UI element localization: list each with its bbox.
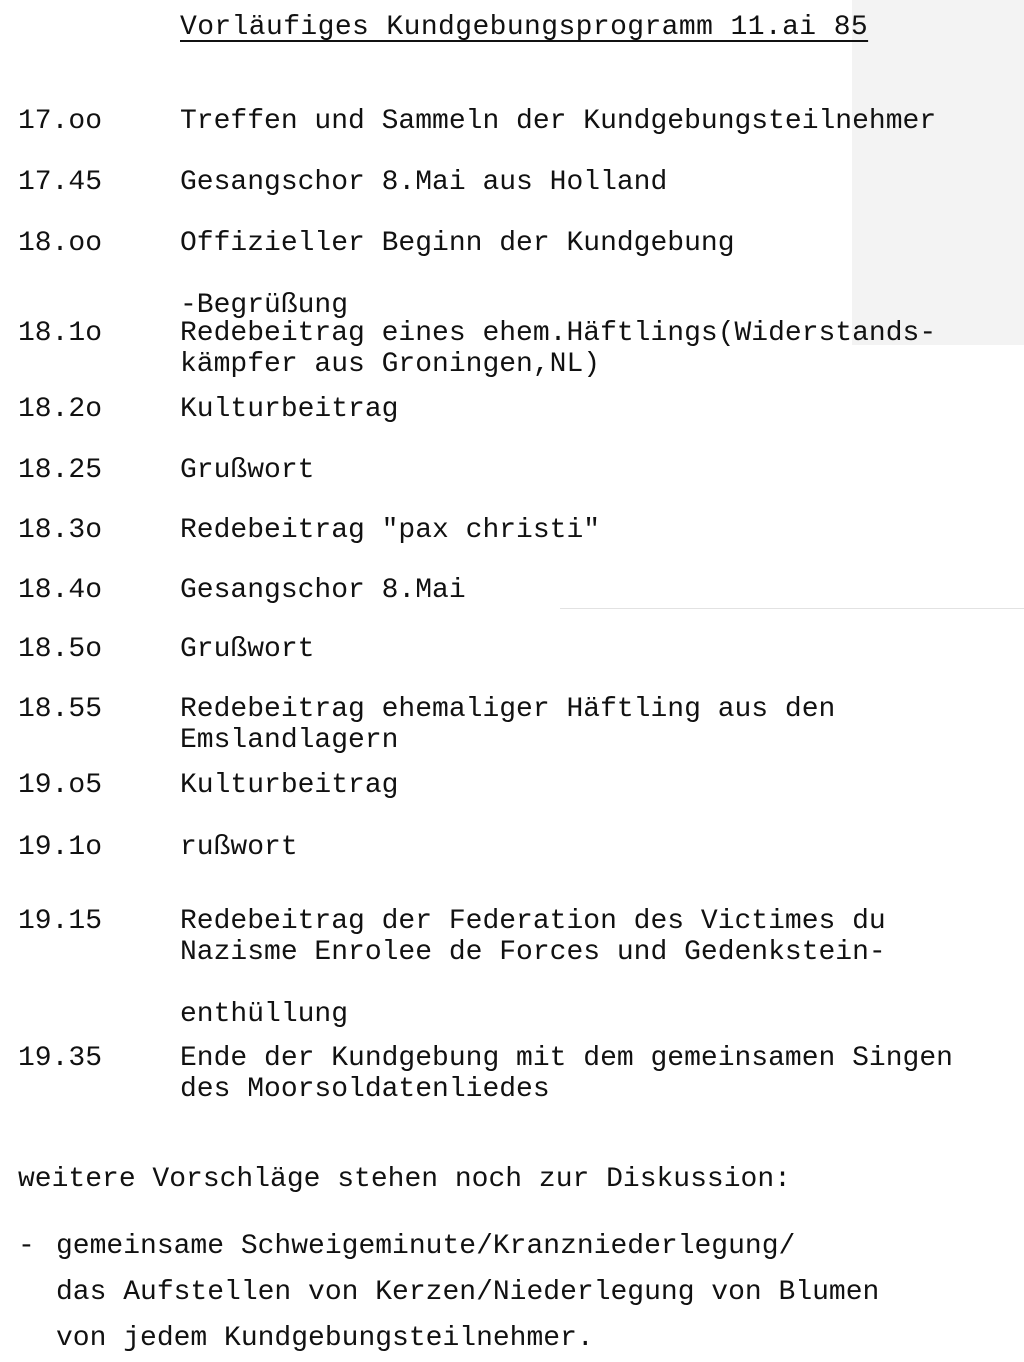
- proposal-text: gemeinsame Schweigeminute/Kranzniederlegung/ das Aufstellen von Kerzen/Niederlegung von Blumen von jedem Kundgebungsteilnehmer.: [56, 1231, 880, 1354]
- schedule-description: Redebeitrag der Federation des Victimes du Nazisme Enrolee de Forces und Gedenkstein- enthüllung: [180, 906, 886, 1030]
- schedule-time: 17.45: [18, 167, 103, 198]
- schedule-description: Kulturbeitrag: [180, 394, 399, 425]
- bleed-through-rule: [560, 608, 1024, 609]
- schedule-description: Gesangschor 8.Mai: [180, 575, 466, 606]
- further-proposals-heading: weitere Vorschläge stehen noch zur Diskussion:: [18, 1164, 791, 1195]
- schedule-time: 18.5o: [18, 634, 103, 665]
- schedule-time: 18.1o: [18, 318, 103, 349]
- schedule-time: 18.2o: [18, 394, 103, 425]
- schedule-time: 18.3o: [18, 515, 103, 546]
- schedule-time: 17.oo: [18, 106, 103, 137]
- bullet-marker: -: [18, 1231, 35, 1262]
- schedule-time: 19.15: [18, 906, 103, 937]
- schedule-description: Kulturbeitrag: [180, 770, 399, 801]
- schedule-description: Ende der Kundgebung mit dem gemeinsamen Singen des Moorsoldatenliedes: [180, 1043, 953, 1105]
- schedule-description: Grußwort: [180, 634, 315, 665]
- schedule-time: 18.25: [18, 455, 103, 486]
- schedule-description: rußwort: [180, 832, 298, 863]
- schedule-description: Offizieller Beginn der Kundgebung -Begrüßung: [180, 228, 735, 321]
- schedule-time: 19.1o: [18, 832, 103, 863]
- schedule-description: Redebeitrag ehemaliger Häftling aus den Emslandlagern: [180, 694, 836, 756]
- schedule-time: 18.4o: [18, 575, 103, 606]
- schedule-time: 18.55: [18, 694, 103, 725]
- schedule-description: Treffen und Sammeln der Kundgebungsteilnehmer: [180, 106, 937, 137]
- schedule-time: 19.o5: [18, 770, 103, 801]
- schedule-time: 19.35: [18, 1043, 103, 1074]
- schedule-description: Gesangschor 8.Mai aus Holland: [180, 167, 668, 198]
- schedule-description: Redebeitrag "pax christi": [180, 515, 601, 546]
- schedule-description: Redebeitrag eines ehem.Häftlings(Widerstands- kämpfer aus Groningen,NL): [180, 318, 937, 380]
- schedule-time: 18.oo: [18, 228, 103, 259]
- program-title: Vorläufiges Kundgebungsprogramm 11.ai 85: [180, 12, 869, 43]
- schedule-description: Grußwort: [180, 455, 315, 486]
